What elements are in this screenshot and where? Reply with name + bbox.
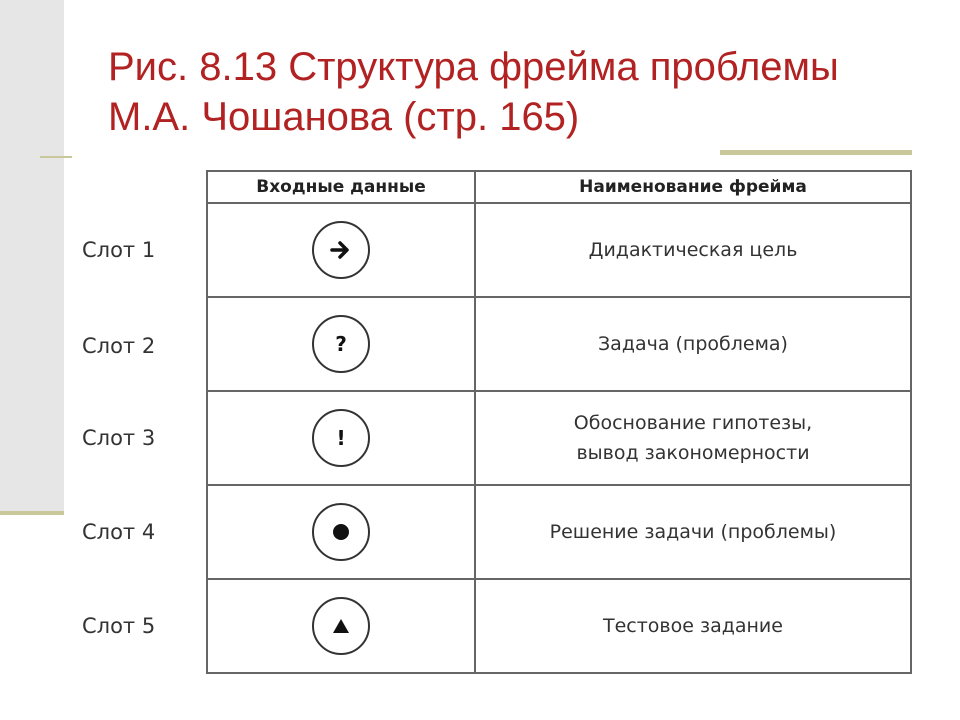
left-decorative-bar [0,0,64,512]
frame-name-line: Задача (проблема) [598,333,788,355]
frame-name-cell [475,297,911,391]
table-header-row [207,171,911,203]
symbol-cell [207,203,475,297]
left-bar-accent-line [0,511,64,515]
frame-name-line: вывод закономерности [576,442,810,464]
frame-name-line: Дидактическая цель [588,239,798,261]
slot-label-5: Слот 5 [82,614,156,638]
symbol-cell [207,579,475,673]
frame-name-line: Решение задачи (проблемы) [549,521,837,543]
accent-line-short [40,156,72,158]
filled-dot-icon [312,503,370,561]
frame-structure-table [206,170,912,674]
arrow-right-icon [312,221,370,279]
table-row [207,485,911,579]
question-mark-icon [312,315,370,373]
title-line-1: Рис. 8.13 Структура фрейма проблемы [108,45,839,89]
triangle-glyph [333,619,349,633]
symbol-cell [207,297,475,391]
table-row [207,391,911,485]
accent-line-long [720,150,912,155]
header-input-data: Входные данные [207,171,475,203]
table-row [207,297,911,391]
frame-name-cell [475,579,911,673]
slot-label-2: Слот 2 [82,334,156,358]
symbol-cell [207,391,475,485]
slot-label-4: Слот 4 [82,520,156,544]
title-line-2: М.А. Чошанова (стр. 165) [108,95,580,139]
header-frame-name: Наименование фрейма [475,171,911,203]
filled-triangle-icon [312,597,370,655]
frame-name-cell [475,203,911,297]
frame-name-line: Обоснование гипотезы, [573,412,813,434]
dot-glyph [333,524,349,540]
slot-label-1: Слот 1 [82,238,156,262]
table-row [207,203,911,297]
table-row [207,579,911,673]
frame-name-cell [475,391,911,485]
exclamation-mark-glyph: ! [336,426,346,450]
question-mark-glyph: ? [335,332,347,356]
slot-label-3: Слот 3 [82,426,156,450]
slide-title [108,42,928,142]
exclamation-mark-icon [312,409,370,467]
frame-name-line: Тестовое задание [603,615,783,637]
frame-name-cell [475,485,911,579]
symbol-cell [207,485,475,579]
arrow-right-glyph [330,240,352,260]
